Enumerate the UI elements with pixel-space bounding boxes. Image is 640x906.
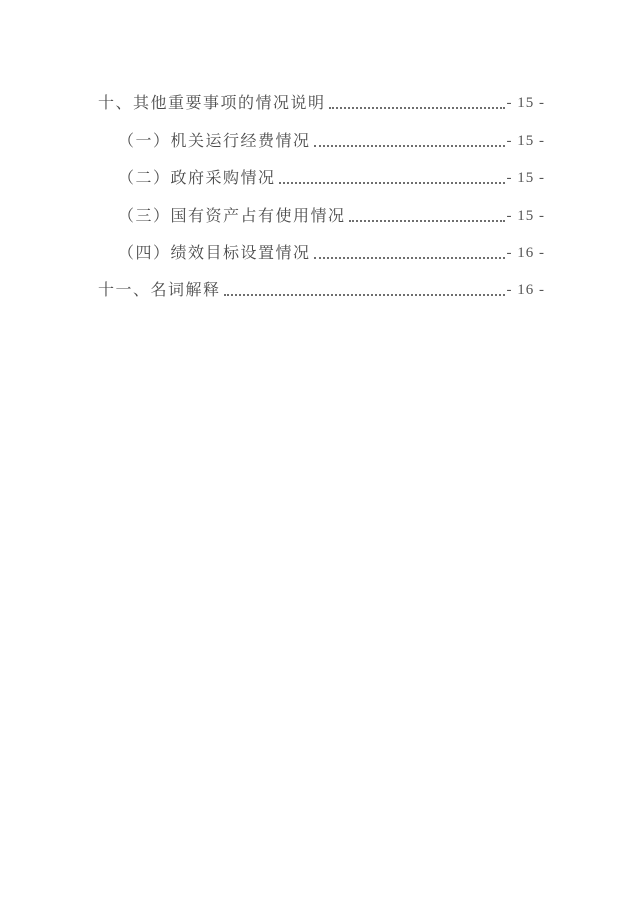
- toc-page-number: - 15 -: [506, 132, 545, 149]
- toc-entry: [98, 151, 545, 188]
- toc-entry-label: （四）绩效目标设置情况: [118, 244, 311, 262]
- toc-entry: [98, 226, 545, 263]
- toc-entry: [98, 263, 545, 300]
- toc-entry: [98, 76, 545, 113]
- toc-page-number: - 16 -: [506, 244, 545, 261]
- toc-leader-dots: [314, 257, 505, 259]
- toc-leader-dots: [279, 182, 505, 184]
- toc-page-number: - 15 -: [506, 207, 545, 224]
- toc-page-number: - 15 -: [506, 95, 545, 112]
- toc-entry-label: 十一、名词解释: [98, 282, 221, 300]
- toc-page-number: - 15 -: [506, 170, 545, 187]
- toc-page-number: - 16 -: [506, 282, 545, 299]
- table-of-contents: [0, 0, 640, 300]
- toc-leader-dots: [329, 107, 505, 109]
- toc-entry-label: 十、其他重要事项的情况说明: [98, 95, 326, 113]
- toc-leader-dots: [314, 145, 505, 147]
- toc-entry-label: （二）政府采购情况: [118, 170, 276, 188]
- toc-entry-label: （一）机关运行经费情况: [118, 132, 311, 150]
- toc-entry: [98, 188, 545, 225]
- toc-leader-dots: [349, 220, 505, 222]
- toc-leader-dots: [224, 294, 505, 296]
- toc-entry: [98, 113, 545, 150]
- toc-entry-label: （三）国有资产占有使用情况: [118, 207, 346, 225]
